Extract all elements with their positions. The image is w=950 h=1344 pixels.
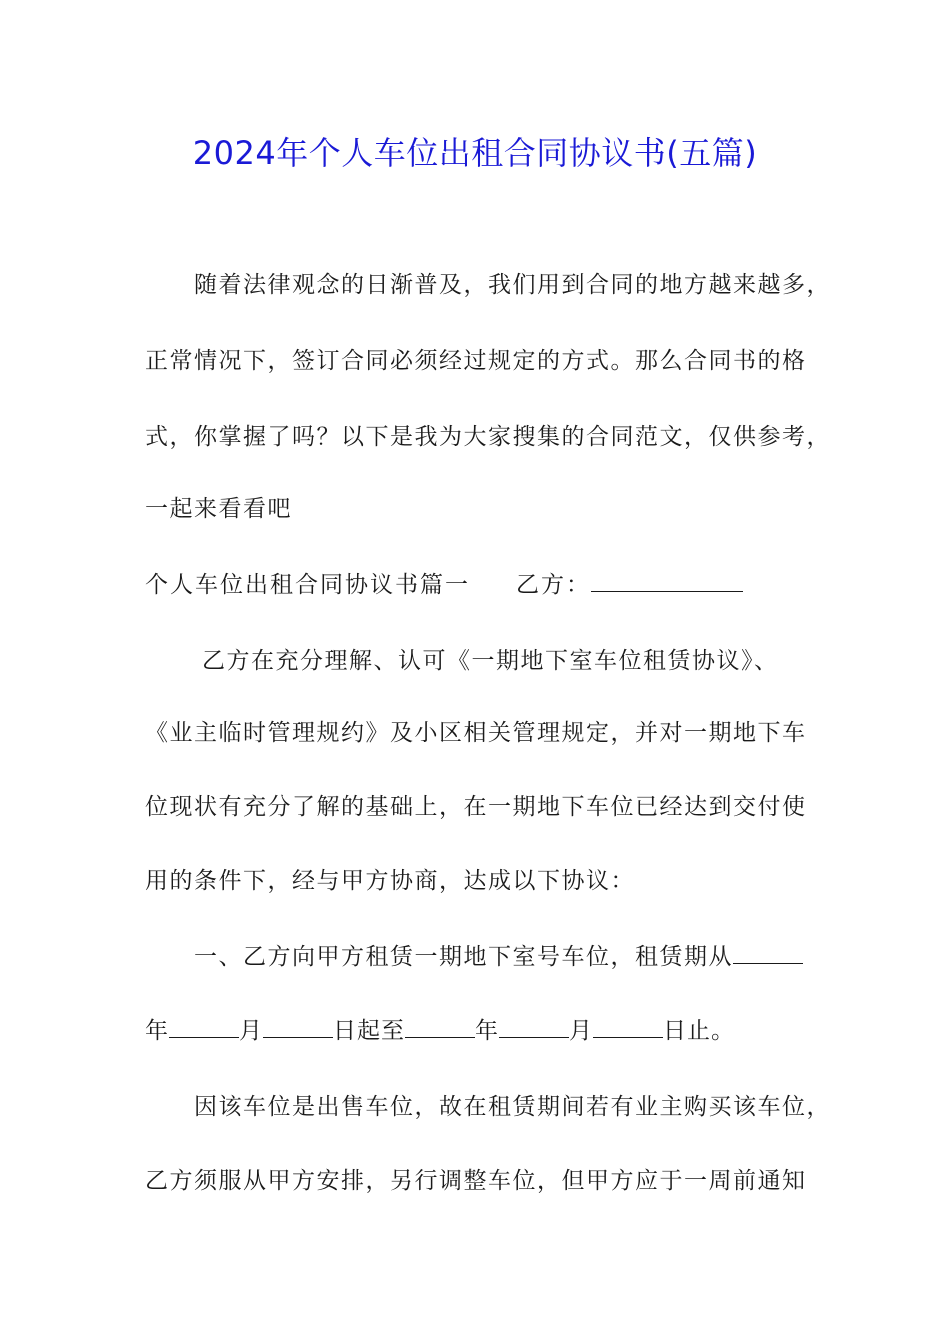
end-month-blank	[499, 1015, 569, 1038]
body-line-4: 用的条件下，经与甲方协商，达成以下协议：	[145, 868, 635, 894]
intro-line-4: 一起来看看吧	[145, 496, 292, 522]
body-line-3: 位现状有充分了解的基础上，在一期地下车位已经达到交付使	[145, 794, 807, 820]
section-heading-line	[145, 568, 825, 602]
month-label-2: 月	[569, 1018, 593, 1044]
body-line-1: 乙方在充分理解、认可《一期地下室车位租赁协议》、	[202, 648, 779, 674]
party-b-blank	[591, 569, 743, 592]
intro-line-1: 随着法律观念的日渐普及，我们用到合同的地方越来越多，	[194, 272, 831, 298]
clause1-line-1	[194, 940, 824, 974]
party-b-label: 乙方：	[516, 572, 591, 598]
body-line-2: 《业主临时管理规约》及小区相关管理规定，并对一期地下车	[145, 720, 807, 746]
day-label-2: 日止。	[663, 1018, 735, 1044]
document-title: 2024年个人车位出租合同协议书(五篇)	[192, 134, 758, 172]
clause-extra-line-1: 因该车位是出售车位，故在租赁期间若有业主购买该车位，	[194, 1094, 831, 1120]
start-month-blank	[169, 1015, 239, 1038]
section-heading: 个人车位出租合同协议书篇一	[145, 572, 470, 598]
intro-line-3: 式，你掌握了吗？以下是我为大家搜集的合同范文，仅供参考，	[145, 424, 831, 450]
clause-extra-line-2: 乙方须服从甲方安排，另行调整车位，但甲方应于一周前通知	[145, 1168, 807, 1194]
year-label-2: 年	[475, 1018, 499, 1044]
start-year-blank	[733, 941, 803, 964]
day-label-1: 日起至	[333, 1018, 405, 1044]
start-day-blank	[263, 1015, 333, 1038]
clause1-text: 一、乙方向甲方租赁一期地下室号车位，租赁期从	[194, 944, 733, 970]
end-year-blank	[405, 1015, 475, 1038]
month-label-1: 月	[239, 1018, 263, 1044]
year-label-1: 年	[145, 1018, 169, 1044]
end-day-blank	[593, 1015, 663, 1038]
clause1-line-2	[145, 1014, 825, 1048]
intro-line-2: 正常情况下，签订合同必须经过规定的方式。那么合同书的格	[145, 348, 807, 374]
